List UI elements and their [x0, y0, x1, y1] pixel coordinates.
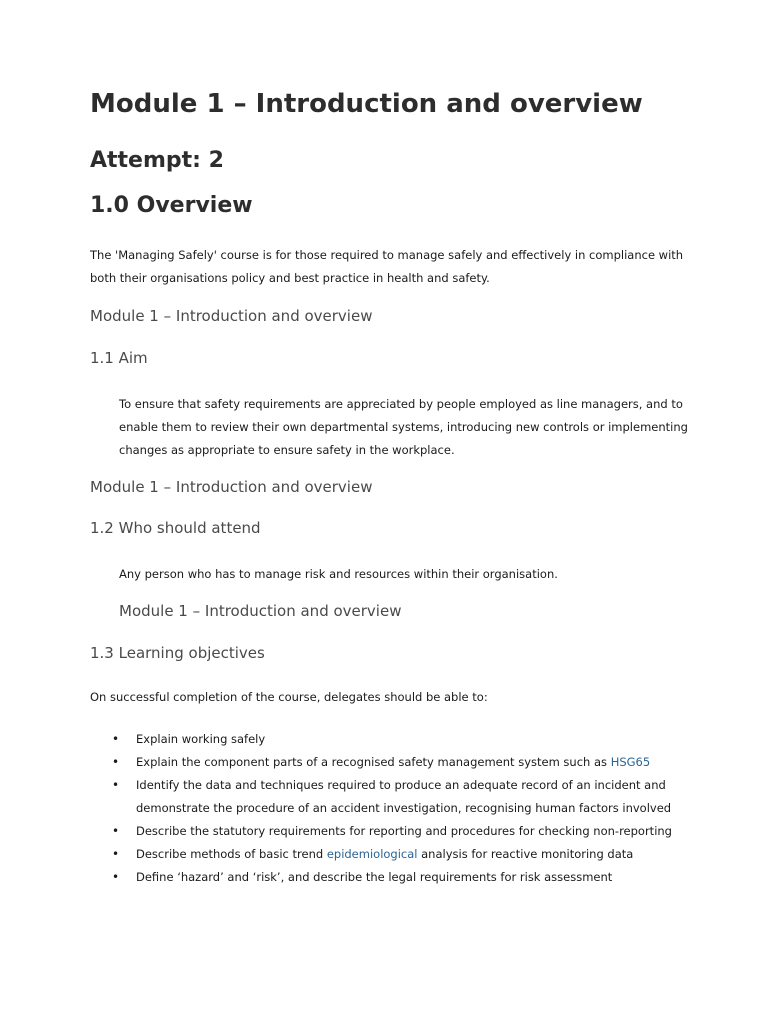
bullet-icon: •	[112, 824, 120, 838]
attempt-heading: Attempt: 2	[90, 148, 224, 173]
module-subheading: Module 1 – Introduction and overview	[90, 478, 373, 496]
list-item	[112, 866, 692, 889]
module-subheading: Module 1 – Introduction and overview	[119, 602, 402, 620]
learning-objectives-intro: On successful completion of the course, delegates should be able to:	[90, 690, 488, 704]
list-item	[112, 751, 692, 774]
module-subheading: Module 1 – Introduction and overview	[90, 307, 373, 325]
list-item-text: Explain the component parts of a recognised safety management system such as	[136, 755, 611, 769]
bullet-icon: •	[112, 755, 120, 769]
overview-paragraph: The 'Managing Safely' course is for those required to manage safely and effectively in compliance with both their organisations policy and best practice in health and safety.	[90, 248, 684, 285]
epidemiological-link[interactable]: epidemiological	[326, 847, 418, 861]
list-item-text: analysis for reactive monitoring data	[417, 847, 634, 861]
section-heading-who-should-attend: 1.2 Who should attend	[90, 519, 261, 537]
list-item-text: Define ‘hazard’ and ‘risk’, and describe the legal requirements for risk assessment	[136, 870, 613, 884]
page-title: Module 1 – Introduction and overview	[90, 89, 643, 119]
list-item	[112, 843, 692, 866]
bullet-icon: •	[112, 870, 120, 884]
list-item	[112, 774, 692, 820]
section-heading-learning-objectives: 1.3 Learning objectives	[90, 644, 265, 662]
list-item	[112, 820, 692, 843]
bullet-icon: •	[112, 847, 120, 861]
list-item-text: Describe the statutory requirements for reporting and procedures for checking non-reporting	[136, 824, 672, 838]
who-should-attend-paragraph: Any person who has to manage risk and resources within their organisation.	[119, 567, 558, 581]
aim-paragraph: To ensure that safety requirements are appreciated by people employed as line managers, and to enable them to review their own departmental systems, introducing new controls or implementing changes as appropriate to ensure safety in the workplace.	[119, 397, 688, 457]
list-item-text: Explain working safely	[136, 732, 266, 746]
list-item	[112, 728, 692, 751]
objectives-list	[112, 728, 692, 889]
list-item-text: Describe methods of basic trend	[136, 847, 327, 861]
bullet-icon: •	[112, 778, 120, 792]
overview-heading: 1.0 Overview	[90, 193, 253, 218]
bullet-icon: •	[112, 732, 120, 746]
section-heading-aim: 1.1 Aim	[90, 349, 148, 367]
list-item-text: Identify the data and techniques required to produce an adequate record of an incident and demonstrate the procedure of an accident investigation, recognising human factors involved	[136, 778, 672, 815]
hsg65-link[interactable]: HSG65	[610, 755, 651, 769]
